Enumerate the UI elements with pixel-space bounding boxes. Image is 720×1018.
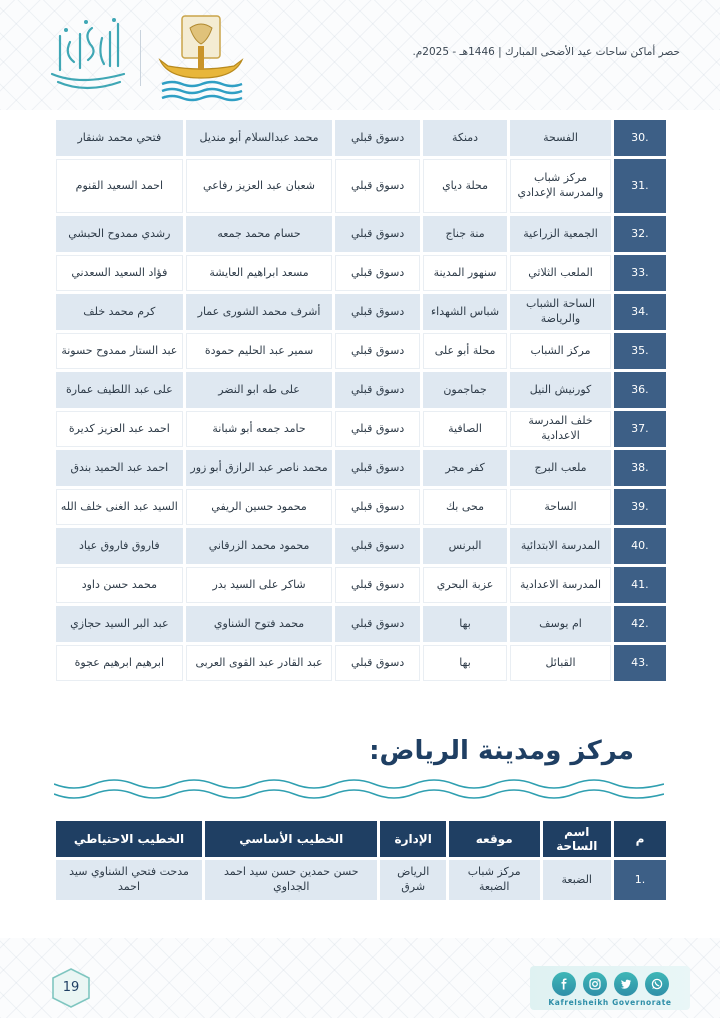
cell-num: 1. (614, 860, 666, 900)
cell-location: عزبة البحري (423, 567, 507, 603)
cell-backup: رشدي ممدوح الحبشي (56, 216, 183, 252)
cell-location: جماجمون (423, 372, 507, 408)
cell-main: حسام محمد جمعه (186, 216, 333, 252)
cell-name: المدرسة الابتدائية (510, 528, 611, 564)
cell-name: خلف المدرسة الاعدادية (510, 411, 611, 447)
social-links (540, 972, 680, 996)
cell-location: مركز شباب الضبعة (449, 860, 540, 900)
cell-backup: عبد البر السيد حجازي (56, 606, 183, 642)
cell-admin: دسوق قبلي (335, 411, 419, 447)
cell-num: 38. (614, 450, 666, 486)
cell-num: 30. (614, 120, 666, 156)
cell-name: الساحة الشباب والرياضة (510, 294, 611, 330)
table-row (56, 159, 666, 213)
cell-num: 41. (614, 567, 666, 603)
page-title: حصر أماكن ساحات عيد الأضحى المبارك | 1446هـ - 2025م. (412, 46, 680, 58)
cell-main: حامد جمعه أبو شبانة (186, 411, 333, 447)
cell-name: الجمعية الزراعية (510, 216, 611, 252)
header-admin: الإدارة (380, 821, 445, 857)
cell-admin: دسوق قبلي (335, 606, 419, 642)
table-row (56, 255, 666, 291)
cell-admin: دسوق قبلي (335, 216, 419, 252)
cell-name: الضبعة (543, 860, 611, 900)
cell-admin: دسوق قبلي (335, 294, 419, 330)
eid-calligraphy-icon (40, 14, 132, 96)
cell-admin: الرياض شرق (380, 860, 445, 900)
header-divider (140, 30, 141, 86)
cell-backup: احمد عبد الحميد بندق (56, 450, 183, 486)
header-backup: الخطيب الاحتياطي (56, 821, 202, 857)
riyadh-table (53, 818, 669, 903)
cell-location: الصافية (423, 411, 507, 447)
cell-location: سنهور المدينة (423, 255, 507, 291)
cell-num: 34. (614, 294, 666, 330)
cell-name: المدرسة الاعدادية (510, 567, 611, 603)
table-row (56, 294, 666, 330)
cell-num: 32. (614, 216, 666, 252)
section-title: مركز ومدينة الرياض: (369, 736, 634, 766)
table-row (56, 860, 666, 900)
table-row (56, 411, 666, 447)
cell-backup: فتحي محمد شنقار (56, 120, 183, 156)
cell-backup: مدحت فتحي الشناوي سيد احمد (56, 860, 202, 900)
cell-backup: فؤاد السعيد السعدني (56, 255, 183, 291)
cell-admin: دسوق قبلي (335, 255, 419, 291)
header-location: موقعه (449, 821, 540, 857)
table-row (56, 216, 666, 252)
cell-backup: السيد عبد الغنى خلف الله (56, 489, 183, 525)
cell-num: 35. (614, 333, 666, 369)
cell-location: بها (423, 606, 507, 642)
cell-location: محى بك (423, 489, 507, 525)
table-row (56, 333, 666, 369)
cell-backup: احمد السعيد القنوم (56, 159, 183, 213)
cell-location: محلة أبو على (423, 333, 507, 369)
cell-num: 39. (614, 489, 666, 525)
page-header (0, 0, 720, 110)
header-main: الخطيب الأساسي (205, 821, 377, 857)
cell-backup: فاروق فاروق عياد (56, 528, 183, 564)
cell-admin: دسوق قبلي (335, 159, 419, 213)
cell-name: ام يوسف (510, 606, 611, 642)
cell-main: سمير عبد الحليم حمودة (186, 333, 333, 369)
facebook-icon[interactable] (552, 972, 576, 996)
cell-main: شاكر على السيد بدر (186, 567, 333, 603)
cell-location: البرنس (423, 528, 507, 564)
table-row (56, 606, 666, 642)
cell-backup: كرم محمد خلف (56, 294, 183, 330)
table-row (56, 645, 666, 681)
cell-admin: دسوق قبلي (335, 333, 419, 369)
table-row (56, 489, 666, 525)
cell-admin: دسوق قبلي (335, 645, 419, 681)
cell-name: كورنيش النيل (510, 372, 611, 408)
wave-divider-icon (54, 776, 664, 802)
cell-num: 42. (614, 606, 666, 642)
page-number: 19 (62, 980, 80, 995)
squares-table (53, 117, 669, 684)
cell-main: أشرف محمد الشورى عمار (186, 294, 333, 330)
cell-admin: دسوق قبلي (335, 567, 419, 603)
cell-name: مركز الشباب (510, 333, 611, 369)
cell-backup: احمد عبد العزيز كديرة (56, 411, 183, 447)
table-row (56, 450, 666, 486)
cell-main: محمود حسين الريفي (186, 489, 333, 525)
table-row (56, 120, 666, 156)
cell-num: 36. (614, 372, 666, 408)
cell-name: الفسحة (510, 120, 611, 156)
cell-main: محمد فتوح الشناوي (186, 606, 333, 642)
cell-name: الملعب الثلاثي (510, 255, 611, 291)
cell-backup: عبد الستار ممدوح حسونة (56, 333, 183, 369)
governorate-name: Kafrelsheikh Governorate (548, 998, 672, 1007)
cell-backup: ابرهيم ابرهيم عجوة (56, 645, 183, 681)
cell-admin: دسوق قبلي (335, 120, 419, 156)
cell-admin: دسوق قبلي (335, 489, 419, 525)
twitter-icon[interactable] (614, 972, 638, 996)
cell-location: كفر مجر (423, 450, 507, 486)
instagram-icon[interactable] (583, 972, 607, 996)
cell-location: بها (423, 645, 507, 681)
cell-admin: دسوق قبلي (335, 372, 419, 408)
cell-num: 43. (614, 645, 666, 681)
cell-main: محمود محمد الزرقاني (186, 528, 333, 564)
table-row (56, 372, 666, 408)
header-name: اسم الساحة (543, 821, 611, 857)
cell-backup: على عبد اللطيف عمارة (56, 372, 183, 408)
cell-name: الساحة (510, 489, 611, 525)
cell-num: 37. (614, 411, 666, 447)
cell-num: 40. (614, 528, 666, 564)
cell-main: حسن حمدين حسن سيد احمد الجداوي (205, 860, 377, 900)
cell-main: مسعد ابراهيم العايشة (186, 255, 333, 291)
cell-num: 31. (614, 159, 666, 213)
cell-name: القبائل (510, 645, 611, 681)
cell-main: عبد القادر عبد القوى العربى (186, 645, 333, 681)
cell-main: على طه ابو النضر (186, 372, 333, 408)
cell-location: منة جناج (423, 216, 507, 252)
cell-main: محمد عبدالسلام أبو منديل (186, 120, 333, 156)
cell-main: محمد ناصر عبد الرازق أبو زور (186, 450, 333, 486)
cell-admin: دسوق قبلي (335, 450, 419, 486)
table-header-row (56, 821, 666, 857)
cell-location: شباس الشهداء (423, 294, 507, 330)
cell-location: دمنكة (423, 120, 507, 156)
cell-admin: دسوق قبلي (335, 528, 419, 564)
cell-main: شعبان عبد العزيز رفاعي (186, 159, 333, 213)
whatsapp-icon[interactable] (645, 972, 669, 996)
table-row (56, 528, 666, 564)
cell-num: 33. (614, 255, 666, 291)
cell-location: محلة دياي (423, 159, 507, 213)
cell-name: ملعب البرج (510, 450, 611, 486)
cell-name: مركز شباب والمدرسة الإعدادي (510, 159, 611, 213)
table-row (56, 567, 666, 603)
governorate-logo-icon (148, 10, 254, 104)
header-m: م (614, 821, 666, 857)
cell-backup: محمد حسن داود (56, 567, 183, 603)
